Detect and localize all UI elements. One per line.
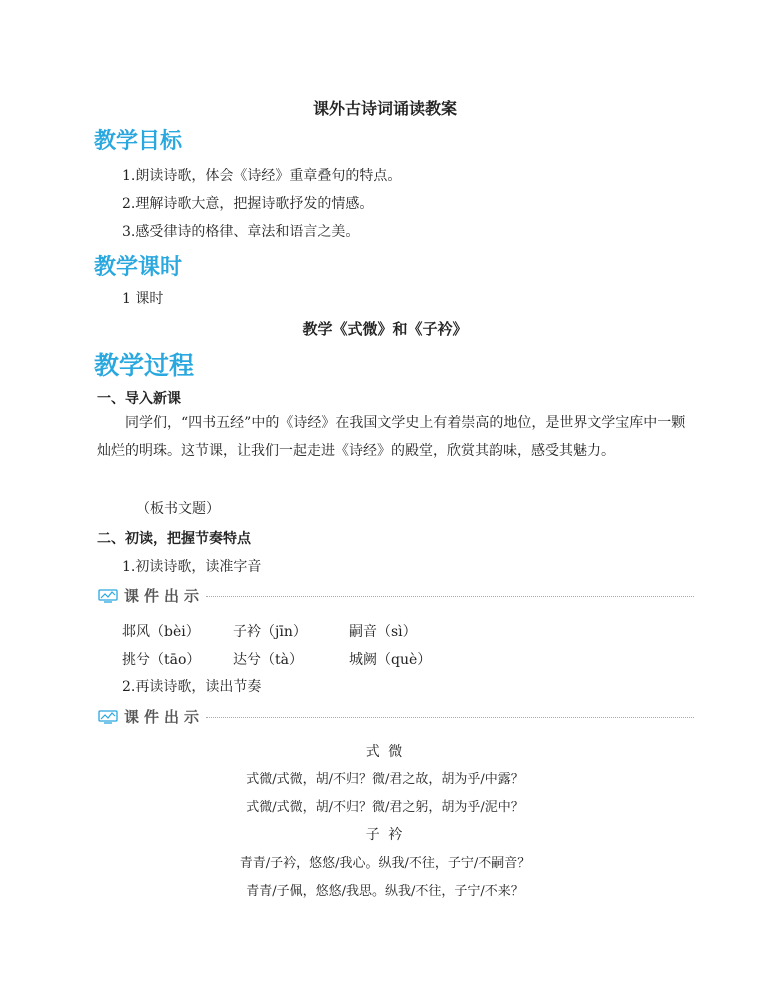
heading-class-hours: 教学课时 (94, 255, 183, 280)
courseware-banner-1 (98, 587, 694, 605)
lesson-subtitle: 教学《式微》和《子衿》 (302, 320, 468, 338)
courseware-label: 课件出示 (124, 587, 205, 605)
step1-heading: 一、导入新课 (97, 391, 181, 407)
poem2-line2: 青青/子佩，悠悠/我思。纵我/不往，子宁/不来？ (246, 884, 524, 899)
goal-item-1: 1.朗读诗歌，体会《诗经》重章叠句的特点。 (122, 168, 402, 184)
courseware-banner-2 (98, 708, 694, 726)
poem2-line1: 青青/子衿，悠悠/我心。纵我/不往，子宁/不嗣音？ (239, 856, 531, 871)
pron-2-2: 达兮（tà） (233, 652, 303, 668)
courseware-icon (98, 710, 118, 724)
pron-1-1: 邶风（bèi） (122, 624, 200, 640)
poem2-title: 子 衿 (365, 827, 405, 843)
poem1-line2: 式微/式微，胡/不归？微/君之躬，胡为乎/泥中？ (246, 800, 524, 815)
poem1-line1: 式微/式微，胡/不归？微/君之故，胡为乎/中露？ (246, 772, 524, 787)
step2-heading: 二、初读，把握节奏特点 (97, 531, 251, 547)
pron-2-1: 挑兮（tāo） (122, 652, 201, 668)
pron-1-2: 子衿（jīn） (233, 624, 307, 640)
courseware-icon (98, 589, 118, 603)
goal-item-3: 3.感受律诗的格律、章法和语言之美。 (122, 224, 360, 240)
step2-sub1: 1.初读诗歌，读准字音 (122, 559, 262, 575)
pron-1-3: 嗣音（sì） (349, 624, 417, 640)
dotted-divider (206, 717, 694, 718)
courseware-label: 课件出示 (124, 708, 205, 726)
step2-sub2: 2.再读诗歌，读出节奏 (122, 679, 262, 695)
document-title: 课外古诗词诵读教案 (312, 99, 457, 118)
pron-2-3: 城阙（què） (349, 652, 432, 668)
heading-teaching-goals: 教学目标 (94, 129, 183, 154)
class-hours-text: 1 课时 (122, 291, 164, 307)
board-title-note: （板书文题） (136, 501, 220, 517)
dotted-divider (206, 596, 694, 597)
poem1-title: 式 微 (365, 744, 405, 760)
step1-paragraph: 同学们，“四书五经”中的《诗经》在我国文学史上有着崇高的地位，是世界文学宝库中一颗灿烂的明珠。这节课，让我们一起走进《诗经》的殿堂，欣赏其韵味，感受其魅力。 (97, 415, 686, 459)
heading-teaching-process: 教学过程 (94, 351, 195, 380)
goal-item-2: 2.理解诗歌大意，把握诗歌抒发的情感。 (122, 196, 374, 212)
